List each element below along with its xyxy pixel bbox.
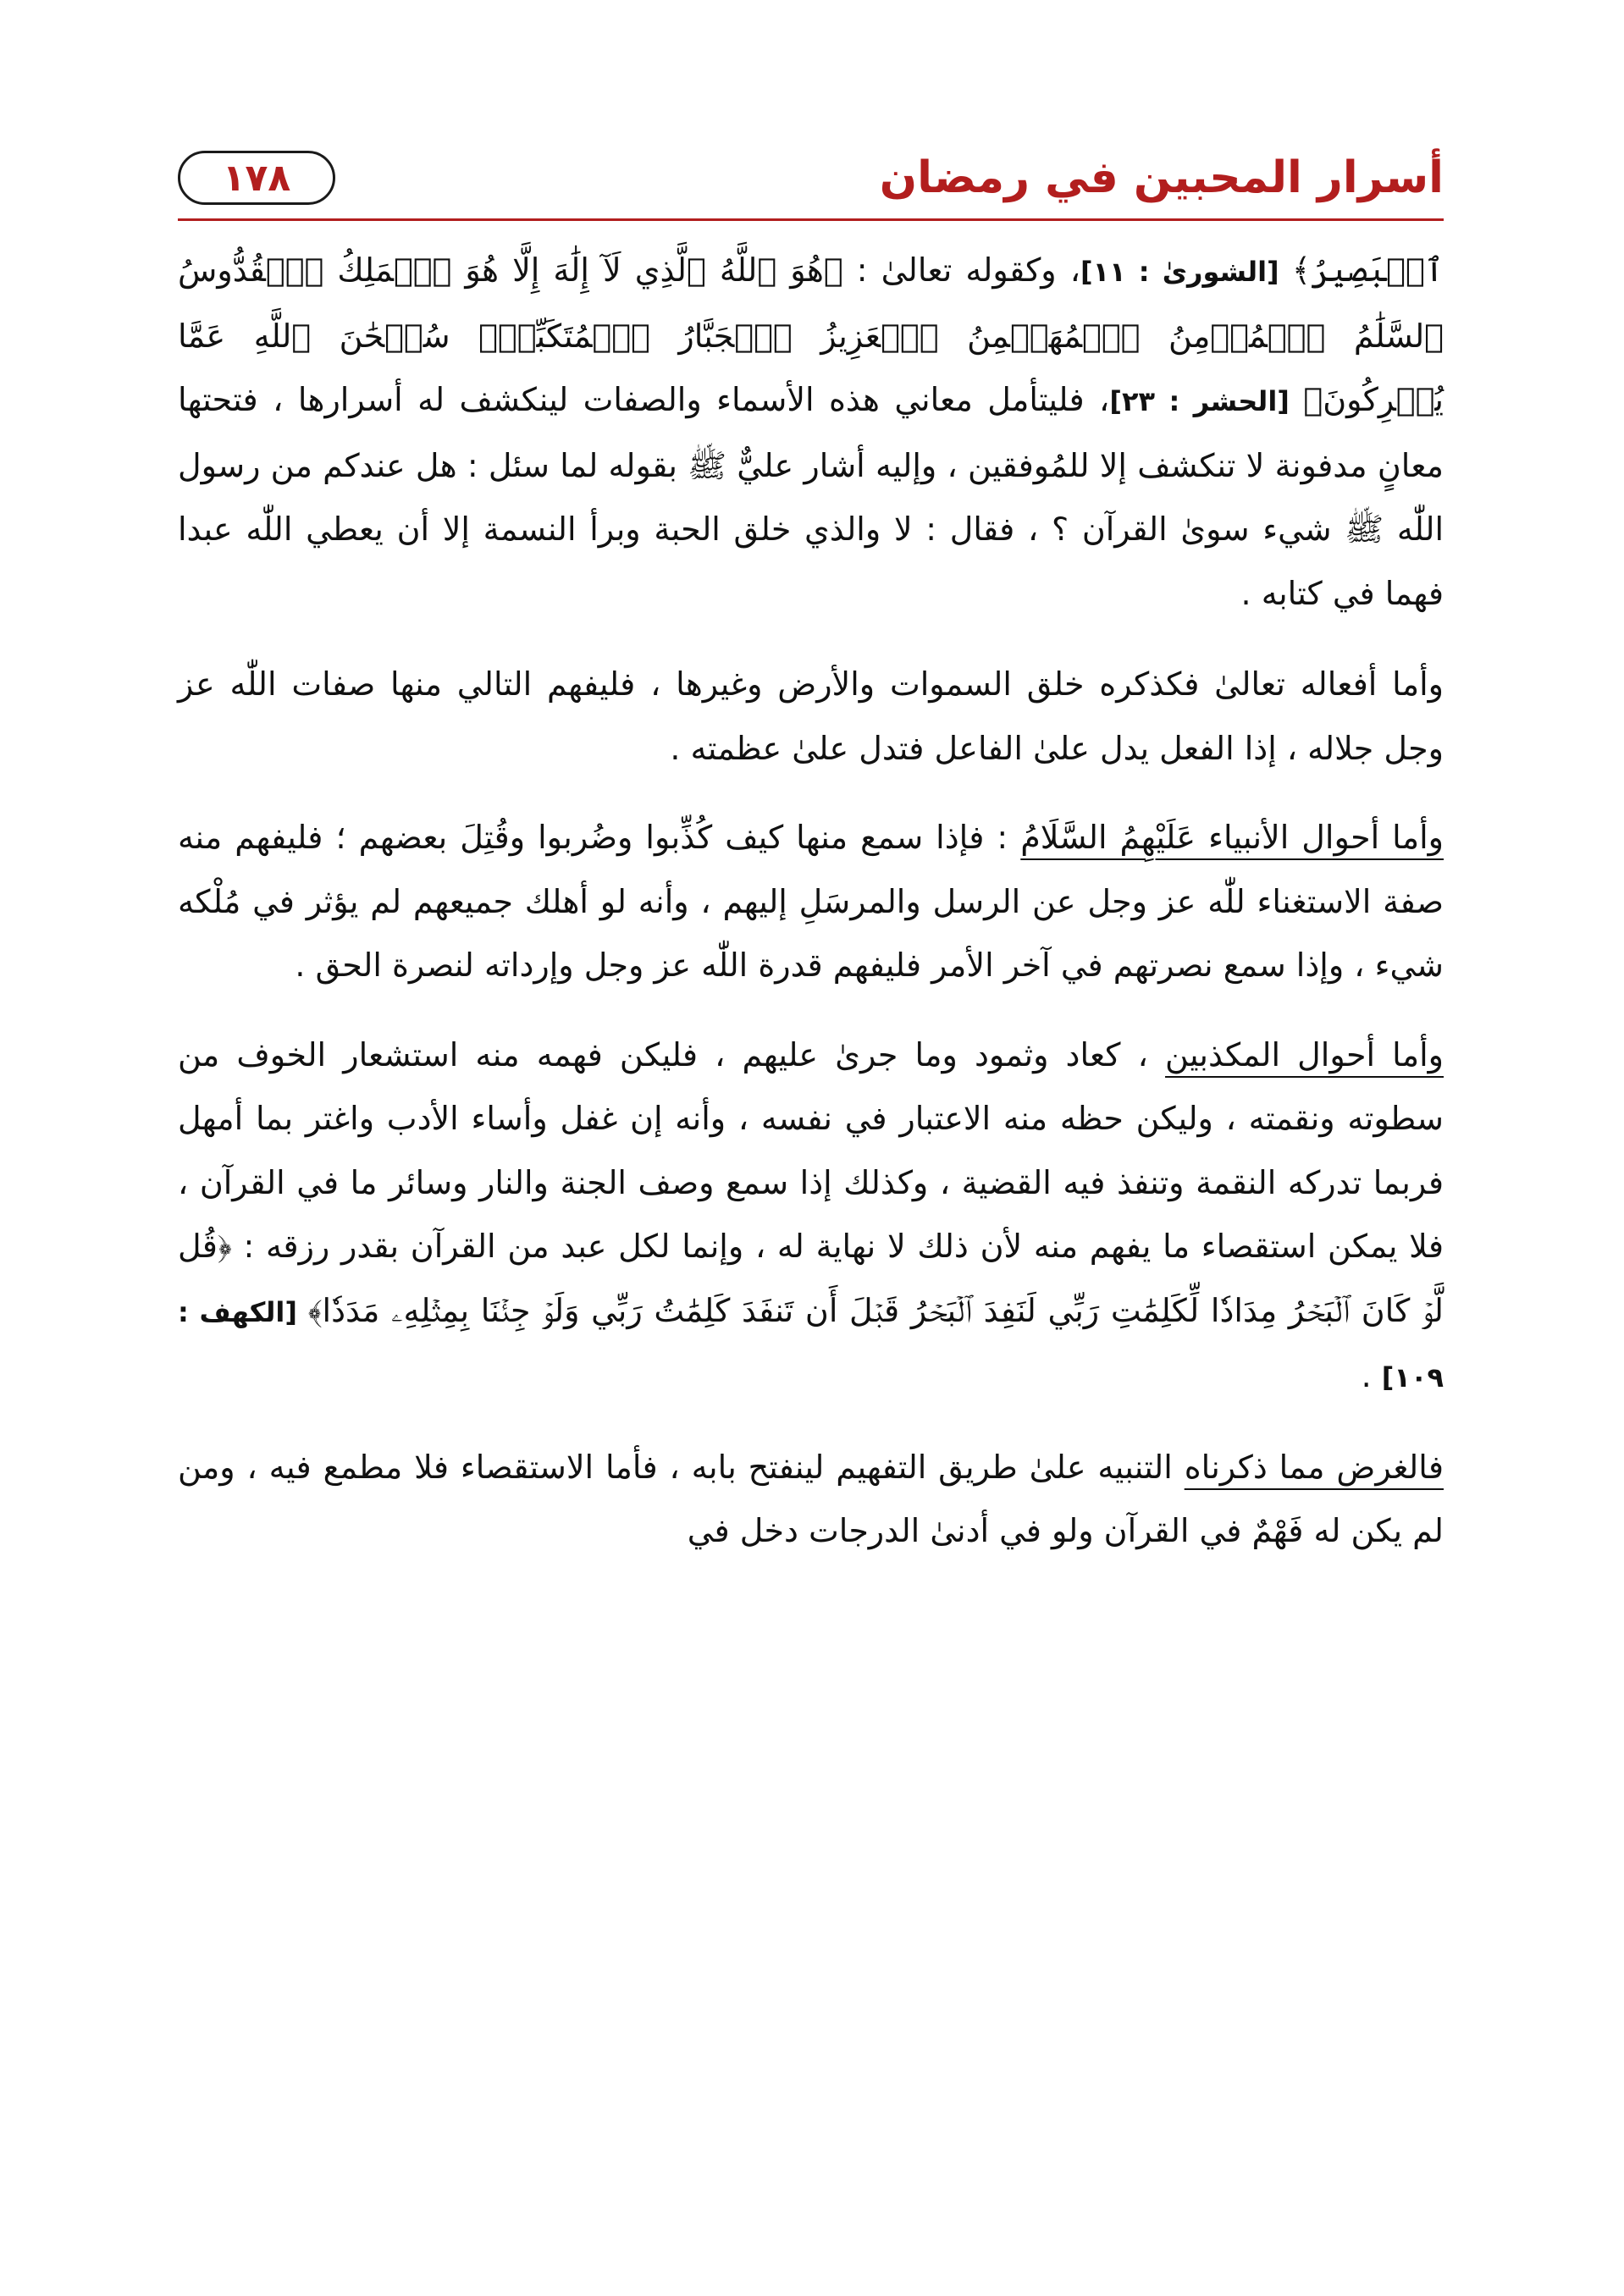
running-title: أسرار المحبين في رمضان bbox=[879, 152, 1444, 203]
paragraph-text: ، فليتأمل معاني هذه الأسماء والصفات لينكشف له أسرارها ، فتحتها معانٍ مدفونة لا تنكشف إلا للمُوفقين ، وإليه أشار عليٌّ ﷺ بقوله لما سئل : هل عندكم من رسول اللّٰه ﷺ شيء سوىٰ القرآن ؟ ، فقال : لا والذي خلق الحبة وبرأ النسمة إلا أن يعطي اللّٰه عبدا فهما في كتابه . bbox=[178, 381, 1444, 612]
page-header bbox=[178, 142, 1444, 224]
paragraph bbox=[178, 653, 1444, 781]
page-number-badge: ١٧٨ bbox=[178, 151, 335, 205]
section-lead: فالغرض مما ذكرناه bbox=[1184, 1448, 1444, 1486]
paragraph bbox=[178, 1436, 1444, 1564]
paragraph bbox=[178, 1024, 1444, 1410]
paragraph-text: وأما أفعاله تعالىٰ فكذكره خلق السموات والأرض وغيرها ، فليفهم التالي منها صفات اللّٰه عز وجل جلاله ، إذا الفعل يدل علىٰ الفاعل فتدل علىٰ عظمته . bbox=[178, 665, 1444, 767]
paragraph bbox=[178, 806, 1444, 998]
page-body bbox=[178, 239, 1444, 1589]
paragraph-text: ، وكقوله تعالىٰ : bbox=[842, 251, 1080, 289]
section-lead: وأما أحوال المكذبين bbox=[1165, 1035, 1444, 1073]
paragraph-text: التنبيه علىٰ طريق التفهيم لينفتح بابه ، فأما الاستقصاء فلا مطمع فيه ، ومن لم يكن له فَهْمٌ في القرآن ولو في أدنىٰ الدرجات دخل في bbox=[178, 1448, 1444, 1549]
paragraph-text: ، كعاد وثمود وما جرىٰ عليهم ، فليكن فهمه منه استشعار الخوف من سطوته ونقمته ، وليكن حظه منه الاعتبار في نفسه ، وأنه إن غفل وأساء الأدب واغتر بما أمهل فربما تدركه النقمة وتنفذ فيه القضية ، وكذلك إذا سمع وصف الجنة والنار وسائر ما في القرآن ، فلا يمكن استقصاء ما يفهم منه لأن ذلك لا نهاية له ، وإنما لكل عبد من القرآن بقدر رزقه : bbox=[178, 1035, 1444, 1265]
quran-verse: ﴿هُوَ ٱللَّهُ ٱلَّذِي لَآ إِلَٰهَ إِلَّا هُوَ ٱلۡمَلِكُ ٱلۡقُدُّوسُ ٱلسَّلَٰمُ ٱلۡمُؤۡمِنُ ٱلۡمُهَيۡمِنُ ٱلۡعَزِيزُ ٱلۡجَبَّارُ ٱلۡمُتَكَبِّرُۚ سُبۡحَٰنَ ٱللَّهِ عَمَّا يُشۡرِكُونَ﴾ bbox=[178, 251, 1444, 418]
paragraph bbox=[178, 239, 1444, 626]
paragraph-text: . bbox=[1361, 1357, 1382, 1394]
verse-reference: [الحشر : ٢٣] bbox=[1109, 385, 1304, 417]
verse-reference: [الكهف : ١٠٩] bbox=[178, 1295, 1444, 1394]
quran-verse: ﴿قُل لَّوۡ كَانَ ٱلۡبَحۡرُ مِدَادٗا لِّكَلِمَٰتِ رَبِّي لَنَفِدَ ٱلۡبَحۡرُ قَبۡلَ أَن تَنفَدَ كَلِمَٰتُ رَبِّي وَلَوۡ جِئۡنَا بِمِثۡلِهِۦ مَدَدٗا﴾ bbox=[178, 1228, 1444, 1329]
verse-reference: [الشورىٰ : ١١] bbox=[1080, 256, 1292, 288]
section-lead: وأما أحوال الأنبياء عَلَيْهِمُ السَّلَامُ bbox=[1020, 819, 1444, 856]
paragraph-text: : فإذا سمع منها كيف كُذِّبوا وضُربوا وقُتِلَ بعضهم ؛ فليفهم منه صفة الاستغناء للّٰه عز وجل عن الرسل والمرسَلِ إليهم ، وأنه لو أهلك جميعهم لم يؤثر في مُلْكه شيء ، وإذا سمع نصرتهم في آخر الأمر فليفهم قدرة اللّٰه عز وجل وإرداته لنصرة الحق . bbox=[178, 819, 1444, 984]
quran-verse: ٱلۡبَصِيرُ﴾ bbox=[1291, 251, 1444, 289]
header-divider bbox=[178, 218, 1444, 221]
